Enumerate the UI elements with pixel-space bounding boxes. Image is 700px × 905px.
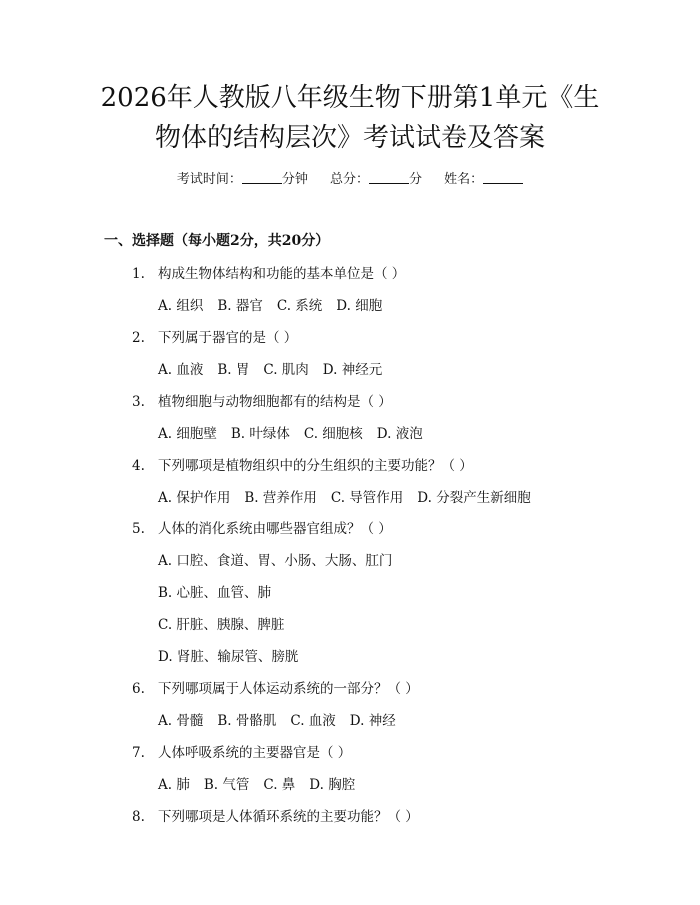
exam-title xyxy=(60,78,640,158)
time-blank xyxy=(242,171,282,184)
option: B. 叶绿体 xyxy=(230,426,290,442)
option: A. 肺 xyxy=(158,777,190,793)
question-text: 下列哪项是人体循环系统的主要功能？（ ） xyxy=(158,809,419,825)
option: D. 神经元 xyxy=(322,362,383,378)
student-name xyxy=(444,172,523,187)
question-options xyxy=(158,709,410,729)
exam-meta xyxy=(0,168,700,187)
option-line xyxy=(158,549,406,569)
option: D. 肾脏、输尿管、膀胱 xyxy=(158,649,299,665)
option: B. 器官 xyxy=(217,298,263,314)
question xyxy=(132,390,392,410)
option: D. 分裂产生新细胞 xyxy=(417,490,531,506)
option: A. 细胞壁 xyxy=(158,426,217,442)
option: C. 系统 xyxy=(276,298,323,314)
option: C. 血液 xyxy=(290,713,336,729)
question xyxy=(132,262,405,282)
option: A. 血液 xyxy=(158,362,204,378)
option: A. 保护作用 xyxy=(158,490,231,506)
option: D. 细胞 xyxy=(336,298,383,314)
question xyxy=(132,326,297,346)
option: C. 导管作用 xyxy=(330,490,404,506)
question-options xyxy=(158,422,437,442)
exam-time xyxy=(177,172,308,187)
option: C. 鼻 xyxy=(263,777,296,793)
question-number: 3. xyxy=(132,394,145,410)
time-label: 考试时间： xyxy=(176,172,242,187)
option: A. 口腔、食道、胃、小肠、大肠、肛门 xyxy=(158,553,393,569)
question-options xyxy=(158,773,369,793)
time-unit: 分钟 xyxy=(281,172,308,187)
title-line-1: 2026年人教版八年级生物下册第1单元《生 xyxy=(100,83,600,113)
question-text: 下列哪项属于人体运动系统的一部分？（ ） xyxy=(158,681,419,697)
option: B. 胃 xyxy=(217,362,250,378)
option: B. 心脏、血管、肺 xyxy=(158,585,272,601)
question-number: 7. xyxy=(132,745,145,761)
name-blank xyxy=(483,171,523,184)
name-label: 姓名： xyxy=(444,172,484,187)
question xyxy=(132,677,419,697)
score-label: 总分： xyxy=(329,172,369,187)
question-number: 1. xyxy=(132,266,145,282)
question-text: 构成生物体结构和功能的基本单位是（ ） xyxy=(158,266,406,282)
option-line xyxy=(158,581,285,601)
question xyxy=(132,454,473,474)
score-unit: 分 xyxy=(409,172,423,187)
question xyxy=(132,517,392,537)
option: B. 气管 xyxy=(203,777,250,793)
question-number: 5. xyxy=(132,521,145,537)
option-line xyxy=(158,613,298,633)
exam-score xyxy=(330,172,422,187)
question-options xyxy=(158,358,396,378)
option: C. 肝脏、胰腺、脾脏 xyxy=(158,617,285,633)
option: D. 液泡 xyxy=(376,426,423,442)
question xyxy=(132,741,351,761)
question-text: 人体呼吸系统的主要器官是（ ） xyxy=(158,745,352,761)
option: B. 营养作用 xyxy=(244,490,317,506)
score-blank xyxy=(369,171,409,184)
question-text: 下列属于器官的是（ ） xyxy=(158,330,298,346)
section-title: 一、选择题（每小题2分，共20分） xyxy=(104,233,330,249)
question xyxy=(132,805,419,825)
option: B. 骨骼肌 xyxy=(217,713,277,729)
question-number: 4. xyxy=(132,458,145,474)
option: D. 胸腔 xyxy=(309,777,356,793)
option: A. 组织 xyxy=(158,298,204,314)
option-line xyxy=(158,645,312,665)
option: C. 细胞核 xyxy=(303,426,363,442)
question-options xyxy=(158,486,545,506)
question-number: 6. xyxy=(132,681,145,697)
question-text: 下列哪项是植物组织中的分生组织的主要功能？（ ） xyxy=(158,458,473,474)
question-number: 8. xyxy=(132,809,145,825)
question-options xyxy=(158,294,396,314)
option: C. 肌肉 xyxy=(263,362,309,378)
title-line-2: 物体的结构层次》考试试卷及答案 xyxy=(154,123,545,153)
option: A. 骨髓 xyxy=(158,713,204,729)
question-text: 植物细胞与动物细胞都有的结构是（ ） xyxy=(158,394,392,410)
question-number: 2. xyxy=(132,330,145,346)
option: D. 神经 xyxy=(349,713,396,729)
question-text: 人体的消化系统由哪些器官组成？（ ） xyxy=(158,521,392,537)
